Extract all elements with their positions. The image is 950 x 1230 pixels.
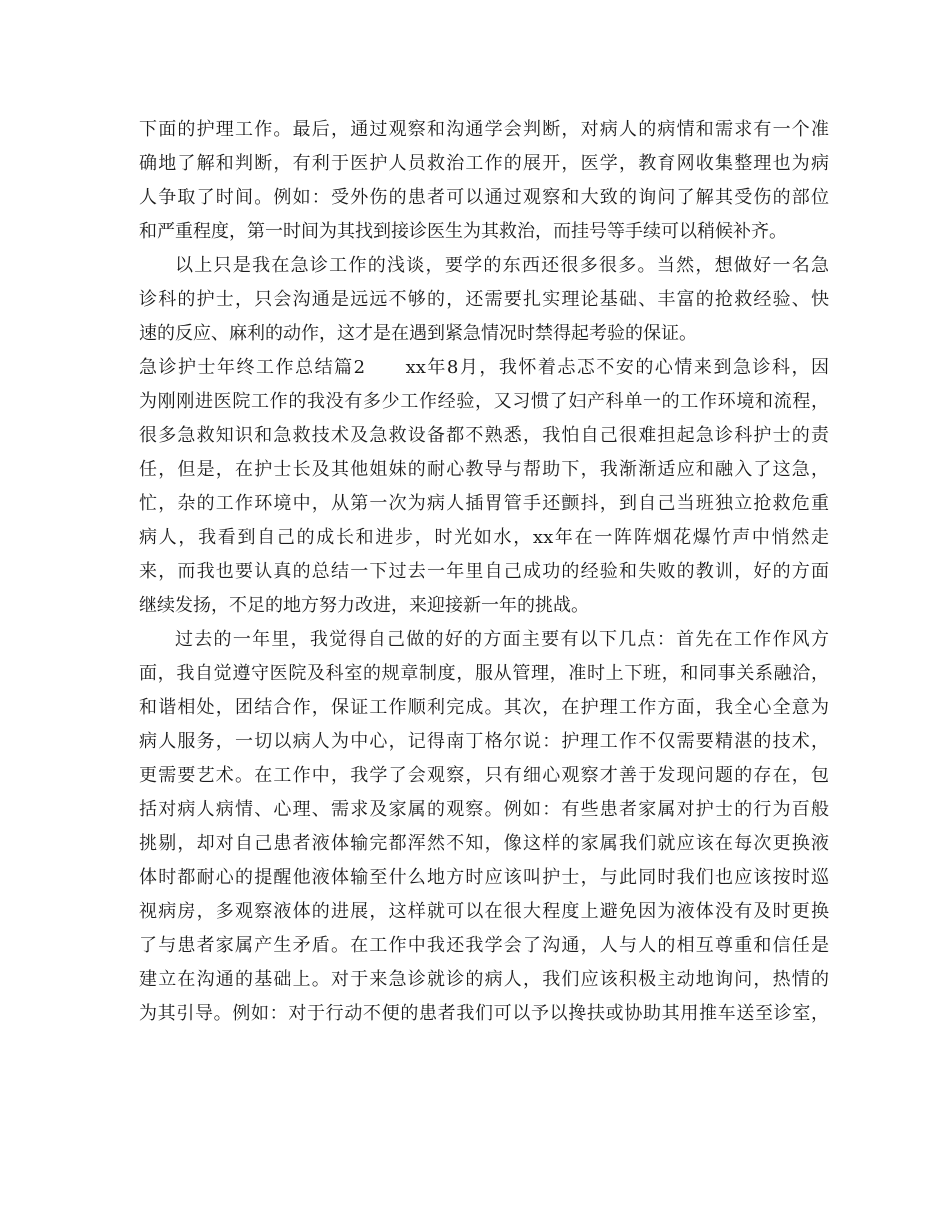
text-line: 人争取了时间。例如：受外伤的患者可以通过观察和大致的询问了解其受伤的部位	[139, 187, 829, 208]
text-line: 病人，我看到自己的成长和进步，时光如水，xx年在一阵阵烟花爆竹声中悄然走	[139, 527, 829, 548]
text-line: 视病房，多观察液体的进展，这样就可以在很大程度上避免因为液体没有及时更换	[139, 901, 829, 922]
text-line: 确地了解和判断，有利于医护人员救治工作的展开，医学，教育网收集整理也为病	[139, 153, 829, 174]
text-line: 和谐相处，团结合作，保证工作顺利完成。其次，在护理工作方面，我全心全意为	[139, 697, 829, 718]
text-line: 病人服务，一切以病人为中心，记得南丁格尔说：护理工作不仅需要精湛的技术，	[139, 731, 829, 752]
text-line: 任，但是，在护士长及其他姐妹的耐心教导与帮助下，我渐渐适应和融入了这急，	[139, 459, 829, 480]
text-line: 体时都耐心的提醒他液体输至什么地方时应该叫护士，与此同时我们也应该按时巡	[139, 867, 829, 888]
text-line: 挑剔，却对自己患者液体输完都浑然不知，像这样的家属我们就应该在每次更换液	[139, 833, 829, 854]
text-line: 很多急救知识和急救技术及急救设备都不熟悉，我怕自己很难担起急诊科护士的责	[139, 425, 829, 446]
text-line: 建立在沟通的基础上。对于来急诊就诊的病人，我们应该积极主动地询问，热情的	[139, 969, 829, 990]
text-line: 以上只是我在急诊工作的浅谈，要学的东西还很多很多。当然，想做好一名急	[175, 255, 829, 276]
text-line: 忙，杂的工作环境中，从第一次为病人插胃管手还颤抖，到自己当班独立抢救危重	[139, 493, 829, 514]
text-line: 急诊护士年终工作总结篇2 xx年8月，我怀着忐忑不安的心情来到急诊科，因	[139, 357, 829, 378]
text-line: 过去的一年里，我觉得自己做的好的方面主要有以下几点：首先在工作作风方	[175, 629, 829, 650]
text-line: 来，而我也要认真的总结一下过去一年里自己成功的经验和失败的教训，好的方面	[139, 561, 829, 582]
text-line: 速的反应、麻利的动作，这才是在遇到紧急情况时禁得起考验的保证。	[139, 323, 697, 344]
text-line: 括对病人病情、心理、需求及家属的观察。例如：有些患者家属对护士的行为百般	[139, 799, 829, 820]
text-line: 更需要艺术。在工作中，我学了会观察，只有细心观察才善于发现问题的存在，包	[139, 765, 829, 786]
text-line: 和严重程度，第一时间为其找到接诊医生为其救治，而挂号等手续可以稍候补齐。	[139, 221, 787, 242]
text-line: 为其引导。例如：对于行动不便的患者我们可以予以搀扶或协助其用推车送至诊室，	[139, 1003, 829, 1024]
document-body-text	[139, 113, 829, 1031]
text-line: 了与患者家属产生矛盾。在工作中我还我学会了沟通，人与人的相互尊重和信任是	[139, 935, 829, 956]
text-line: 面，我自觉遵守医院及科室的规章制度，服从管理，准时上下班，和同事关系融洽，	[139, 663, 829, 684]
text-line: 继续发扬，不足的地方努力改进，来迎接新一年的挑战。	[139, 595, 589, 616]
text-line: 下面的护理工作。最后，通过观察和沟通学会判断，对病人的病情和需求有一个准	[139, 119, 829, 140]
text-line: 为刚刚进医院工作的我没有多少工作经验，又习惯了妇产科单一的工作环境和流程，	[139, 391, 829, 412]
text-line: 诊科的护士，只会沟通是远远不够的，还需要扎实理论基础、丰富的抢救经验、快	[139, 289, 829, 310]
